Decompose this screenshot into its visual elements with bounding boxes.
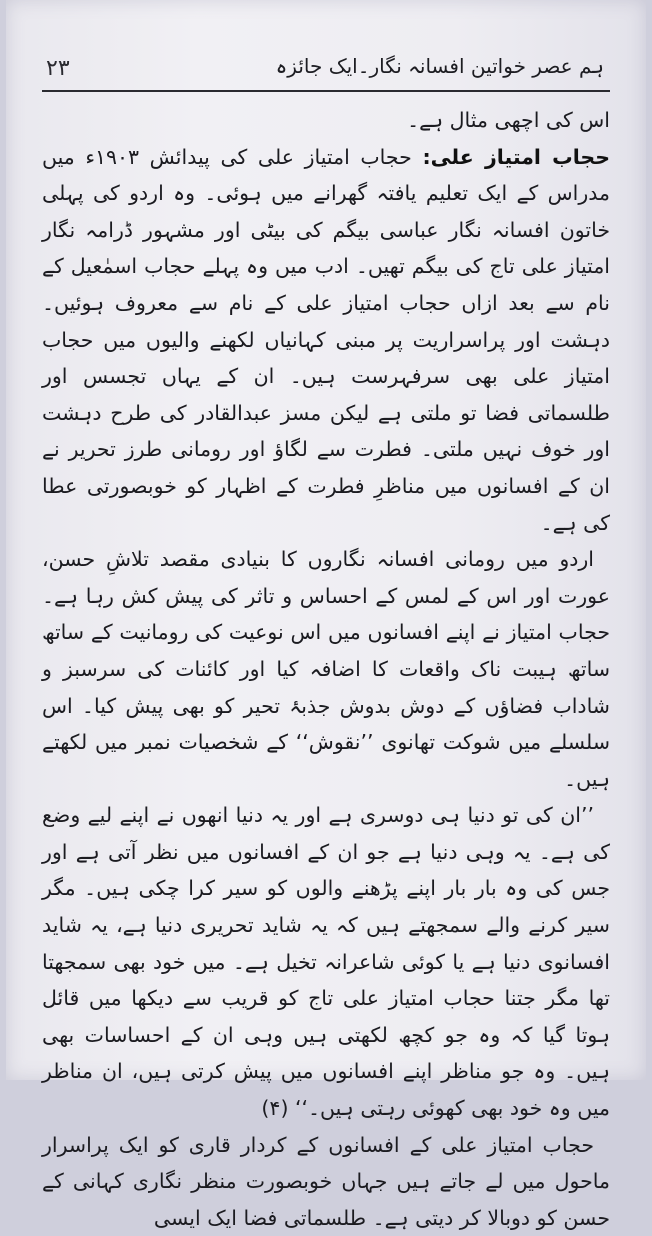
paragraph-biography bbox=[42, 139, 610, 542]
paragraph-text: اردو میں رومانی افسانہ نگاروں کا بنیادی مقصد تلاشِ حسن، عورت اور اس کے لمس کے احساس و تاثر کی پیش کش رہا ہے۔ حجاب امتیاز نے اپنے افسانوں میں اس نوعیت کی رومانیت کے ساتھ ساتھ ہیبت ناک واقعات کا اضافہ کیا اور کائنات کی سرسبز و شاداب فضاؤں کے دوش بدوش جذبۂ تحیر کو بھی پیش کیا۔ اس سلسلے میں شوکت تھانوی ’’نقوش‘‘ کے شخصیات نمبر میں لکھتے ہیں۔ bbox=[42, 547, 610, 791]
paragraph-text: حجاب امتیاز علی کے افسانوں کے کردار قاری کو ایک پراسرار ماحول میں لے جاتے ہیں جہاں خوبصورت منظر نگاری کہانی کے حسن کو دوبالا کر دیتی ہے۔ طلسماتی فضا ایک ایسی bbox=[42, 1132, 610, 1230]
page-header bbox=[42, 48, 610, 92]
paragraph-intro-ending bbox=[42, 102, 610, 139]
paragraph-closing bbox=[42, 1127, 610, 1236]
page-content bbox=[42, 48, 610, 1230]
body-text bbox=[42, 102, 610, 1236]
paragraph-text: حجاب امتیاز علی کی پیدائش ۱۹۰۳ء میں مدراس کے ایک تعلیم یافتہ گھرانے میں ہوئی۔ وہ اردو کی پہلی خاتون افسانہ نگار عباسی بیگم کی بیٹی اور مشہور ڈرامہ نگار امتیاز علی تاج کی بیگم تھیں۔ ادب میں وہ پہلے حجاب اسمٰعیل کے نام سے بعد ازاں حجاب امتیاز علی کے نام سے معروف ہوئیں۔ دہشت اور پراسراریت پر مبنی کہانیاں لکھنے والیوں میں حجاب امتیاز علی بھی سرفہرست ہیں۔ ان کے یہاں تجسس اور طلسماتی فضا تو ملتی ہے لیکن مسز عبدالقادر کی طرح دہشت اور خوف نہیں ملتی۔ فطرت سے لگاؤ اور رومانی طرز تحریر نے ان کے افسانوں میں مناظرِ فطرت کے اظہار کو خوبصورتی عطا کی ہے۔ bbox=[42, 144, 610, 535]
running-title: ہم عصر خواتین افسانہ نگار۔ایک جائزہ bbox=[275, 54, 604, 78]
page-number: ۲۳ bbox=[46, 56, 70, 81]
section-heading-hijab-imtiaz-ali: حجاب امتیاز علی: bbox=[422, 144, 610, 169]
quotation-text: ’’ان کی تو دنیا ہی دوسری ہے اور یہ دنیا انھوں نے اپنے لیے وضع کی ہے۔ یہ وہی دنیا ہے جو ان کے افسانوں میں نظر آتی ہے اور جس کی وہ بار بار اپنے پڑھنے والوں کو سیر کرا چکی ہیں۔ مگر سیر کرنے والے سمجھتے ہیں کہ یہ شاید تحریری دنیا ہے، یہ شاید افسانوی دنیا ہے یا کوئی شاعرانہ تخیل ہے۔ میں خود بھی سمجھتا تھا مگر جتنا حجاب امتیاز علی تاج کو قریب سے دیکھا میں قائل ہوتا گیا کہ وہ جو کچھ لکھتی ہیں وہی ان کے احساسات بھی ہیں۔ وہ جو مناظر اپنے افسانوں میں پیش کرتی ہیں، ان مناظر میں وہ خود بھی کھوئی رہتی ہیں۔‘‘ (۴) bbox=[42, 803, 610, 1121]
book-page bbox=[6, 0, 646, 1230]
paragraph-text: اس کی اچھی مثال ہے۔ bbox=[407, 108, 610, 132]
paragraph-romanticism bbox=[42, 541, 610, 797]
paragraph-quotation bbox=[42, 797, 610, 1126]
